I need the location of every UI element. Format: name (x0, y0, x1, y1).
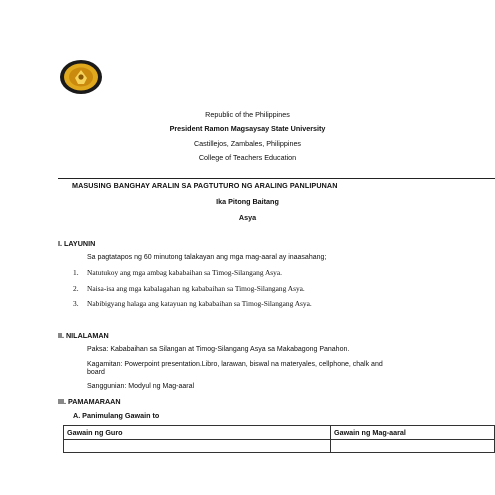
column-header-mag-aaral: Gawain ng Mag-aaral (331, 426, 495, 440)
nilalaman-kagamitan-line1: Kagamitan: Powerpoint presentation.Libro, larawan, biswal na materyales, cellphone, chalk and (87, 361, 383, 368)
list-number: 2. (73, 284, 79, 293)
gawain-table (63, 425, 495, 453)
lesson-title: MASUSING BANGHAY ARALIN SA PAGTUTURO NG ARALING PANLIPUNAN (72, 181, 338, 190)
layunin-intro: Sa pagtatapos ng 60 minutong talakayan ang mga mag-aaral ay inaasahang; (87, 254, 327, 261)
table-cell (64, 440, 331, 453)
header-republic: Republic of the Philippines (205, 110, 290, 119)
list-number: 1. (73, 268, 79, 277)
nilalaman-kagamitan-line2: board (87, 369, 105, 376)
pamamaraan-subheading: A. Panimulang Gawain to (73, 411, 160, 420)
table-row (64, 440, 495, 453)
lesson-grade: Ika Pitong Baitang (216, 197, 279, 206)
lesson-subject: Asya (238, 213, 257, 222)
layunin-item (73, 299, 312, 308)
list-text: Naisa-isa ang mga kabalagahan ng kababaihan sa Timog-Silangang Asya. (87, 284, 305, 293)
layunin-item (73, 284, 305, 293)
table-row (64, 426, 495, 440)
header-location: Castillejos, Zambales, Philippines (193, 139, 302, 148)
section-pamamaraan-heading: III. PAMAMARAAN (58, 397, 121, 406)
header-college: College of Teachers Education (198, 153, 297, 162)
list-text: Nabibigyang halaga ang katayuan ng kababaihan sa Timog-Silangang Asya. (87, 299, 312, 308)
section-nilalaman-heading: II. NILALAMAN (58, 331, 109, 340)
column-header-guro: Gawain ng Guro (64, 426, 331, 440)
nilalaman-paksa: Paksa: Kababaihan sa Silangan at Timog-Silangang Asya sa Makabagong Panahon. (87, 346, 350, 353)
layunin-item (73, 268, 282, 277)
section-layunin-heading: I. LAYUNIN (58, 239, 96, 248)
university-seal-logo (58, 58, 104, 96)
header-university: President Ramon Magsaysay State University (169, 124, 326, 133)
nilalaman-sanggunian: Sanggunian: Modyul ng Mag-aaral (87, 383, 195, 390)
title-top-rule (58, 178, 495, 179)
list-number: 3. (73, 299, 79, 308)
list-text: Natutukoy ang mga ambag kababaihan sa Timog-Silangang Asya. (87, 268, 282, 277)
table-cell (331, 440, 495, 453)
